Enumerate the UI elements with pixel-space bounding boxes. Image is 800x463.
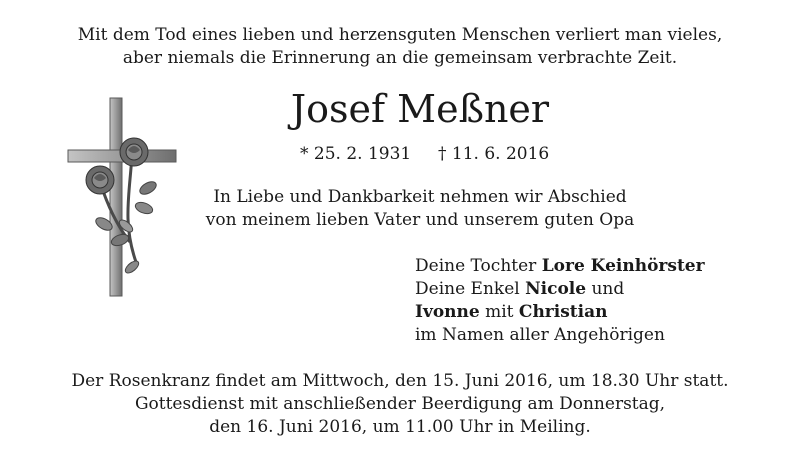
mourner-name: Nicole [525,279,587,299]
farewell-line-2: von meinem lieben Vater und unserem guten Opa [205,210,635,230]
mourner-line-2 [415,278,624,301]
mourner-line-4: im Namen aller Angehörigen [415,325,665,345]
service-line-2: Gottesdienst mit anschließender Beerdigung am Donnerstag, [134,394,666,414]
mourner-prefix: Deine Tochter [415,256,537,276]
service-line-3: den 16. Juni 2016, um 11.00 Uhr in Meiling. [209,417,591,437]
mourner-line-1 [415,255,705,278]
mourner-prefix: Deine Enkel [415,279,520,299]
mourner-name: Lore Keinhörster [541,256,705,276]
service-line-1: Der Rosenkranz findet am Mittwoch, den 15. Juni 2016, um 18.30 Uhr statt. [71,371,729,391]
birth-date: * 25. 2. 1931 [300,144,412,164]
mourner-connector: mit [485,302,514,322]
mourner-line-3 [415,301,607,324]
intro-line-1: Mit dem Tod eines lieben und herzensguten Menschen verliert man vieles, [77,25,723,45]
mourner-name: Ivonne [415,302,480,322]
mourner-name: Christian [518,302,608,322]
intro-line-2: aber niemals die Erinnerung an die gemeinsam verbrachte Zeit. [122,48,678,68]
deceased-name: Josef Meßner [290,87,550,131]
death-date: † 11. 6. 2016 [438,144,550,164]
mourner-suffix: und [591,279,625,299]
farewell-line-1: In Liebe und Dankbarkeit nehmen wir Abschied [213,187,627,207]
